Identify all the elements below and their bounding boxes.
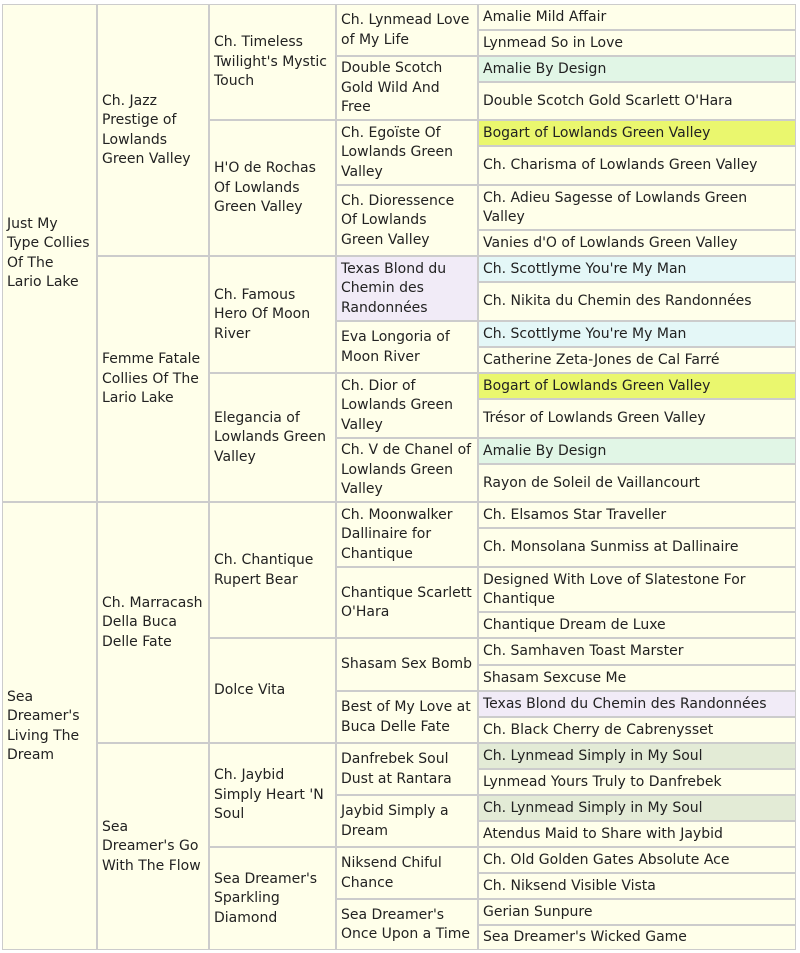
- g4-name: Niksend Chiful Chance: [341, 855, 442, 891]
- great-grandparent-cell: [209, 743, 336, 847]
- g5-name: Rayon de Soleil de Vaillancourt: [483, 474, 700, 491]
- g5-cell: [478, 743, 796, 769]
- great-grandparent-cell: [209, 4, 336, 120]
- g5-cell: [478, 120, 796, 146]
- great-grandparent-name: Ch. Chantique Rupert Bear: [214, 552, 314, 588]
- g5-cell: [478, 146, 796, 185]
- grandparent-name: Femme Fatale Collies Of The Lario Lake: [102, 351, 201, 407]
- great-grandparent-cell: [209, 502, 336, 638]
- great-grandparent-name: Ch. Jaybid Simply Heart 'N Soul: [214, 767, 324, 823]
- g5-cell: [478, 567, 796, 612]
- g5-name: Chantique Dream de Luxe: [483, 616, 666, 633]
- great-grandparent-name: H'O de Rochas Of Lowlands Green Valley: [214, 160, 316, 216]
- great-grandparent-name: Dolce Vita: [214, 682, 286, 699]
- g5-cell: [478, 638, 796, 665]
- g5-cell: [478, 665, 796, 691]
- great-grandparent-cell: [209, 847, 336, 950]
- g5-name: Ch. Lynmead Simply in My Soul: [483, 799, 703, 816]
- g5-name: Ch. Charisma of Lowlands Green Valley: [483, 157, 758, 174]
- g5-cell: [478, 899, 796, 925]
- sire-name: Just My Type Collies Of The Lario Lake: [7, 215, 90, 290]
- g4-name: Ch. Moonwalker Dallinaire for Chantique: [341, 506, 453, 562]
- g5-name: Amalie By Design: [483, 60, 607, 77]
- g4-name: Eva Longoria of Moon River: [341, 329, 450, 365]
- g5-cell: [478, 321, 796, 347]
- g4-name: Double Scotch Gold Wild And Free: [341, 60, 443, 116]
- g4-cell: [336, 438, 478, 502]
- g4-cell: [336, 638, 478, 691]
- g4-cell: [336, 691, 478, 743]
- g5-cell: [478, 821, 796, 847]
- g4-name: Sea Dreamer's Once Upon a Time: [341, 906, 470, 942]
- great-grandparent-cell: [209, 638, 336, 743]
- g5-name: Ch. Samhaven Toast Marster: [483, 643, 684, 660]
- g4-name: Ch. Dioressence Of Lowlands Green Valley: [341, 192, 455, 248]
- grandparent-cell: [97, 4, 209, 256]
- g5-cell: [478, 4, 796, 30]
- g5-cell: [478, 185, 796, 230]
- great-grandparent-cell: [209, 373, 336, 502]
- g5-cell: [478, 528, 796, 567]
- great-grandparent-cell: [209, 256, 336, 373]
- g5-name: Ch. Scottlyme You're My Man: [483, 325, 687, 342]
- g4-cell: [336, 256, 478, 321]
- g5-name: Shasam Sexcuse Me: [483, 669, 627, 686]
- g5-cell: [478, 82, 796, 120]
- g5-name: Double Scotch Gold Scarlett O'Hara: [483, 92, 733, 109]
- g5-cell: [478, 795, 796, 821]
- great-grandparent-name: Ch. Timeless Twilight's Mystic Touch: [214, 34, 327, 90]
- dam-cell: [2, 502, 97, 950]
- g5-name: Ch. Black Cherry de Cabrenysset: [483, 721, 714, 738]
- g4-name: Ch. V de Chanel of Lowlands Green Valley: [341, 442, 472, 498]
- g5-cell: [478, 717, 796, 743]
- g4-cell: [336, 120, 478, 185]
- g4-cell: [336, 502, 478, 567]
- g5-cell: [478, 30, 796, 56]
- g4-name: Ch. Egoïste Of Lowlands Green Valley: [341, 124, 453, 180]
- g5-cell: [478, 769, 796, 795]
- g5-name: Ch. Monsolana Sunmiss at Dallinaire: [483, 539, 739, 556]
- g5-name: Trésor of Lowlands Green Valley: [483, 410, 706, 427]
- g4-cell: [336, 56, 478, 120]
- g5-name: Gerian Sunpure: [483, 903, 593, 920]
- g5-name: Bogart of Lowlands Green Valley: [483, 124, 711, 141]
- grandparent-name: Sea Dreamer's Go With The Flow: [102, 818, 201, 874]
- great-grandparent-name: Elegancia of Lowlands Green Valley: [214, 409, 326, 465]
- grandparent-name: Ch. Jazz Prestige of Lowlands Green Valley: [102, 92, 191, 167]
- g5-name: Lynmead So in Love: [483, 34, 623, 51]
- great-grandparent-name: Sea Dreamer's Sparkling Diamond: [214, 870, 318, 926]
- g5-name: Vanies d'O of Lowlands Green Valley: [483, 234, 738, 251]
- g4-name: Danfrebek Soul Dust at Rantara: [341, 751, 452, 787]
- g4-cell: [336, 373, 478, 438]
- g5-cell: [478, 612, 796, 638]
- sire-cell: [2, 4, 97, 502]
- g5-cell: [478, 56, 796, 82]
- g4-cell: [336, 4, 478, 56]
- g5-name: Catherine Zeta-Jones de Cal Farré: [483, 351, 720, 368]
- g4-cell: [336, 321, 478, 373]
- g5-name: Designed With Love of Slatestone For Chantique: [483, 571, 746, 607]
- g5-name: Ch. Nikita du Chemin des Randonnées: [483, 293, 752, 310]
- g4-cell: [336, 185, 478, 256]
- g4-name: Ch. Lynmead Love of My Life: [341, 12, 470, 48]
- g5-name: Ch. Niksend Visible Vista: [483, 877, 656, 894]
- g5-name: Texas Blond du Chemin des Randonnées: [483, 695, 767, 712]
- g4-name: Texas Blond du Chemin des Randonnées: [341, 260, 447, 316]
- g5-name: Bogart of Lowlands Green Valley: [483, 377, 711, 394]
- g5-cell: [478, 464, 796, 502]
- g4-name: Ch. Dior of Lowlands Green Valley: [341, 377, 453, 433]
- g5-name: Ch. Elsamos Star Traveller: [483, 506, 667, 523]
- grandparent-cell: [97, 502, 209, 743]
- g5-name: Amalie By Design: [483, 442, 607, 459]
- g5-cell: [478, 347, 796, 373]
- grandparent-name: Ch. Marracash Della Buca Delle Fate: [102, 594, 203, 650]
- g5-cell: [478, 873, 796, 899]
- g5-cell: [478, 256, 796, 282]
- g5-cell: [478, 925, 796, 950]
- grandparent-cell: [97, 256, 209, 502]
- g5-cell: [478, 502, 796, 528]
- g4-cell: [336, 743, 478, 795]
- g5-cell: [478, 438, 796, 464]
- g5-name: Lynmead Yours Truly to Danfrebek: [483, 773, 722, 790]
- great-grandparent-name: Ch. Famous Hero Of Moon River: [214, 286, 311, 342]
- great-grandparent-cell: [209, 120, 336, 256]
- g5-name: Sea Dreamer's Wicked Game: [483, 929, 687, 946]
- g5-cell: [478, 282, 796, 321]
- g4-name: Jaybid Simply a Dream: [341, 803, 449, 839]
- dam-name: Sea Dreamer's Living The Dream: [7, 688, 80, 763]
- g5-cell: [478, 399, 796, 438]
- g4-cell: [336, 847, 478, 899]
- g4-name: Chantique Scarlett O'Hara: [341, 584, 472, 620]
- g5-name: Atendus Maid to Share with Jaybid: [483, 825, 723, 842]
- g4-cell: [336, 795, 478, 847]
- g5-cell: [478, 230, 796, 256]
- grandparent-cell: [97, 743, 209, 950]
- g4-cell: [336, 567, 478, 638]
- g5-cell: [478, 847, 796, 873]
- g5-cell: [478, 373, 796, 399]
- g5-name: Ch. Lynmead Simply in My Soul: [483, 747, 703, 764]
- g5-name: Ch. Scottlyme You're My Man: [483, 260, 687, 277]
- g5-name: Ch. Adieu Sagesse of Lowlands Green Valley: [483, 189, 748, 225]
- g5-name: Ch. Old Golden Gates Absolute Ace: [483, 851, 730, 868]
- g4-name: Shasam Sex Bomb: [341, 656, 472, 673]
- g4-cell: [336, 899, 478, 950]
- g5-cell: [478, 691, 796, 717]
- g5-name: Amalie Mild Affair: [483, 8, 607, 25]
- g4-name: Best of My Love at Buca Delle Fate: [341, 699, 471, 735]
